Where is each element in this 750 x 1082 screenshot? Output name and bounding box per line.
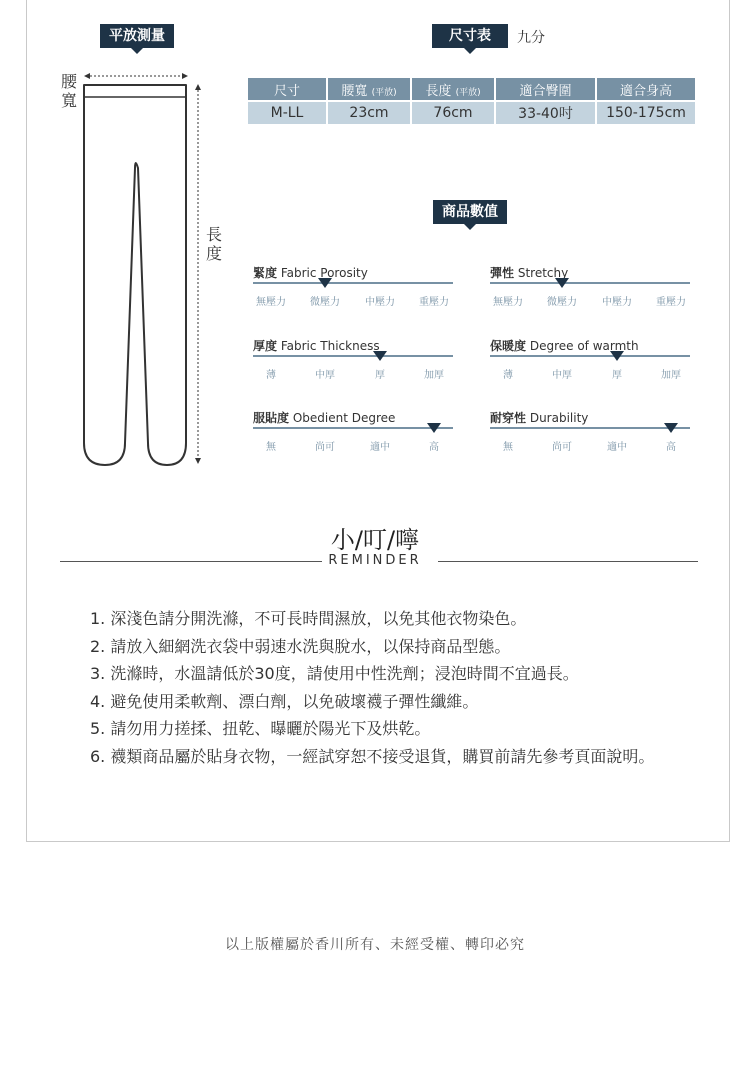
spec-scale-option: 無壓力 — [493, 297, 523, 308]
header-hip: 適合臀圍 — [496, 78, 595, 102]
spec-scale-line — [253, 282, 453, 284]
spec-scale-option: 加厚 — [424, 370, 444, 381]
spec-scale-line — [253, 355, 453, 357]
cell-hip: 33-40吋 — [496, 102, 595, 124]
care-item: 3. 洗滌時，水溫請低於30度，請使用中性洗劑；浸泡時間不宜過長。 — [90, 664, 579, 683]
spec-scale-option: 中壓力 — [602, 297, 632, 308]
spec-scale-option: 加厚 — [661, 370, 681, 381]
spec-scale-line — [490, 355, 690, 357]
spec-scale-title: 耐穿性 Durability — [490, 411, 589, 425]
size-table-header-row — [248, 78, 695, 102]
tights-outline — [84, 85, 186, 465]
spec-scale-option: 薄 — [266, 370, 276, 381]
reminder-title: 小/叮/嚀 — [330, 526, 420, 554]
spec-scale-option: 無 — [266, 442, 276, 453]
flat-measure-tag: 平放測量 — [100, 24, 174, 48]
spec-scale-marker — [373, 351, 387, 361]
spec-scale-line — [490, 427, 690, 429]
specs-tag: 商品數值 — [433, 200, 507, 224]
waist-measure-arrow — [84, 73, 188, 79]
waist-label: 腰 寬 — [60, 72, 77, 110]
spec-scale-option: 微壓力 — [547, 297, 577, 308]
spec-scale-option: 適中 — [607, 442, 627, 453]
spec-scale-marker — [427, 423, 441, 433]
cell-height: 150-175cm — [597, 102, 695, 124]
spec-scale-option: 厚 — [612, 370, 622, 381]
header-waist: 腰寬 (平放) — [328, 78, 410, 102]
spec-scale-title: 厚度 Fabric Thickness — [253, 339, 380, 353]
care-item: 6. 襪類商品屬於貼身衣物，一經試穿恕不接受退貨，購買前請先參考頁面說明。 — [90, 746, 655, 766]
copyright-footer: 以上版權屬於香川所有、未經受權、轉印必究 — [225, 937, 525, 953]
spec-scale-option: 尚可 — [315, 442, 335, 453]
spec-scale-line — [490, 282, 690, 284]
spec-scale-option: 厚 — [375, 370, 385, 381]
header-size: 尺寸 — [248, 78, 326, 102]
spec-scale-option: 無 — [503, 442, 513, 453]
header-length: 長度 (平放) — [412, 78, 494, 102]
spec-scale-option: 尚可 — [552, 442, 572, 453]
spec-scale-option: 無壓力 — [256, 297, 286, 308]
spec-scale-option: 中厚 — [552, 370, 572, 381]
care-item: 2. 請放入細網洗衣袋中弱速水洗與脫水，以保持商品型態。 — [90, 636, 511, 656]
spec-scale-marker — [610, 351, 624, 361]
cell-waist: 23cm — [328, 102, 410, 124]
size-chart-tag: 尺寸表 — [432, 24, 508, 48]
spec-scale-option: 高 — [429, 442, 439, 453]
tights-illustration — [78, 68, 208, 470]
length-measure-arrow — [195, 84, 201, 464]
spec-scale-line — [253, 427, 453, 429]
care-item: 4. 避免使用柔軟劑、漂白劑，以免破壞襪子彈性纖維。 — [90, 691, 479, 711]
style-label: 九分 — [517, 30, 545, 46]
spec-scale-option: 重壓力 — [419, 297, 449, 308]
cell-size: M-LL — [248, 102, 326, 124]
header-height: 適合身高 — [597, 78, 695, 102]
spec-scale-marker — [318, 278, 332, 288]
spec-scale-option: 微壓力 — [310, 297, 340, 308]
spec-scale-option: 適中 — [370, 442, 390, 453]
care-item: 1. 深淺色請分開洗滌，不可長時間濕放，以免其他衣物染色。 — [90, 609, 527, 628]
spec-scale-title: 彈性 Stretchy — [490, 266, 569, 280]
length-label: 長 度 — [205, 225, 222, 263]
spec-scale-title: 服貼度 Obedient Degree — [253, 411, 396, 425]
spec-scale-title: 保暖度 Degree of warmth — [490, 339, 639, 353]
spec-scale-option: 重壓力 — [656, 297, 686, 308]
spec-scale-title: 緊度 Fabric Porosity — [253, 266, 368, 280]
size-table — [246, 78, 697, 124]
spec-scale-option: 中壓力 — [365, 297, 395, 308]
spec-scale-marker — [664, 423, 678, 433]
spec-scale-option: 高 — [666, 442, 676, 453]
spec-scale-option: 薄 — [503, 370, 513, 381]
spec-scale-marker — [555, 278, 569, 288]
size-table-row — [248, 102, 695, 124]
care-item: 5. 請勿用力搓揉、扭乾、曝曬於陽光下及烘乾。 — [90, 719, 431, 738]
reminder-subtitle: REMINDER — [328, 553, 422, 568]
care-instructions — [90, 605, 654, 770]
cell-length: 76cm — [412, 102, 494, 124]
spec-scale-option: 中厚 — [315, 370, 335, 381]
